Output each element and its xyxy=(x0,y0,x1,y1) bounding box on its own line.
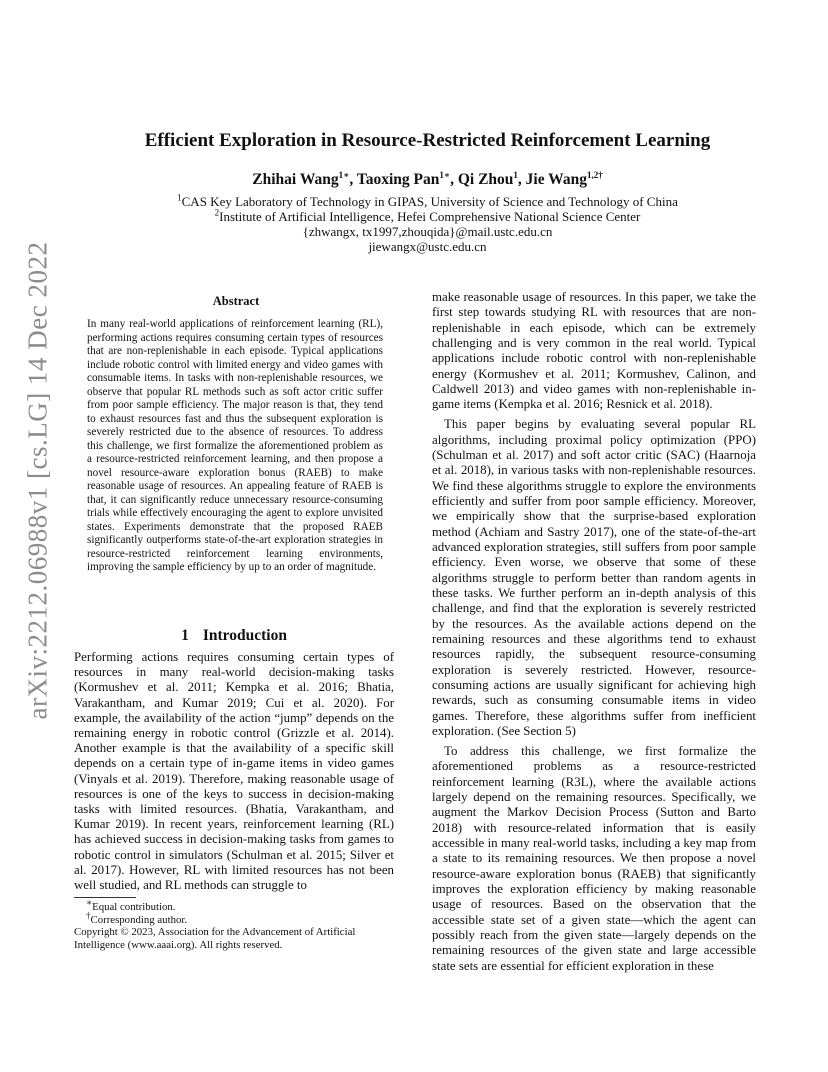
affiliation-mark: 1 xyxy=(177,192,182,203)
author-affiliation-mark: 1 xyxy=(513,169,518,180)
author-name: Taoxing Pan xyxy=(356,171,440,188)
affiliation-mark: 2 xyxy=(214,207,220,218)
copyright-notice: Copyright © 2023, Association for the Advancement of Artificial Intelligence (www.aaai.org). All rights reserved. xyxy=(74,926,356,951)
affiliation-1 xyxy=(75,194,780,210)
affiliation-2 xyxy=(75,209,780,225)
section-title: Introduction xyxy=(202,627,287,644)
footnote-text: Corresponding author. xyxy=(90,913,188,926)
intro-paragraph: This paper begins by evaluating several popular RL algorithms, including proximal policy optimization (PPO) (Schulman et al. 2017) and soft actor critic (SAC) (Haarnoja et al. 2018), in various tasks with non-replenishable resources. We find these algorithms struggle to explore the environments efficiently and suffer from poor sample efficiency. Moreover, we empirically show that the surprise-based exploration method (Achiam and Sastry 2017), one of the state-of-the-art advanced exploration strategies, still suffers from poor sample efficiency. Even worse, we observe that some of these algorithms struggle to perform better than random agents in these tasks. We further perform an in-depth analysis of this challenge, and find that the exploration is severely restricted by the resources. As the available actions depend on the remaining resources and these algorithms tend to exhaust resources rapidly, the subsequent resource-consuming exploration is severely restricted. However, resource-consuming actions are usually significant for achieving high rewards, such as consuming consumable items in video games. Therefore, these algorithms suffer from inefficient exploration. (See Section 5) xyxy=(432,417,756,739)
author-affiliation-mark: 1∗ xyxy=(439,169,451,180)
abstract-heading: Abstract xyxy=(212,294,260,308)
author-affiliation-mark: 1,2† xyxy=(586,169,603,180)
paper-title: Efficient Exploration in Resource-Restricted Reinforcement Learning xyxy=(144,130,711,151)
author-list: Zhihai Wang$^{1∗}$, Taoxing Pan$^{1∗}$, Qi Zhou$^1$, Jie Wang$^{1,2\dagger}$ xyxy=(252,169,603,188)
intro-paragraph-left: Performing actions requires consuming certain types of resources in many real-world decision-making tasks (Kormushev et al. 2011; Kempka et al. 2016; Bhatia, Varakantham, and Kumar 2019; Cui et al. 2020). For example, the availability of the action “jump” depends on the remaining energy in robotic control (Grizzle et al. 2014). Another example is that the availability of a specific skill depends on a certain type of in-game items in video games (Vinyals et al. 2019). Therefore, making reasonable usage of resources is one of the keys to success in decision-making tasks with limited resources. (Bhatia, Varakantham, and Kumar 2019). In recent years, reinforcement learning (RL) has achieved success in decision-making tasks from games to robotic control in simulators (Schulman et al. 2015; Silver et al. 2017). However, RL with limited resources has not been well studied, and RL methods can struggle to xyxy=(74,650,394,893)
intro-paragraph: To address this challenge, we first formalize the aforementioned problems as a resource-restricted reinforcement learning (R3L), where the available actions largely depend on the remaining resources. Specifically, we augment the Markov Decision Process (Sutton and Barto 2018) with resource-related information that is easily accessible in many real-world tasks, including a key map from a state to its remaining resources. We then propose a novel resource-aware exploration bonus (RAEB) that significantly improves the exploration efficiency by making reasonable usage of resources. Based on the observation that the accessible state set of a given state—which the agent can possibly reach from the given state—largely depends on the remaining resources of the given state and large accessible state sets are essential for efficient exploration in these xyxy=(432,743,756,973)
footnote-mark: ∗ xyxy=(86,897,93,908)
author-name: Jie Wang xyxy=(525,171,587,188)
corresponding-email: jiewangx@ustc.edu.cn xyxy=(368,239,487,254)
section-heading-introduction xyxy=(74,627,394,645)
right-column xyxy=(432,290,756,979)
footnote-text: Equal contribution. xyxy=(92,901,176,913)
author-emails: {zhwangx, tx1997,zhouqida}@mail.ustc.edu.cn xyxy=(302,224,553,239)
footnote-equal-contribution xyxy=(74,897,394,914)
author-name: Zhihai Wang xyxy=(252,171,339,188)
author-affiliation-mark: 1∗ xyxy=(338,169,350,180)
footnote-corresponding-author xyxy=(74,910,394,927)
footnote-mark: † xyxy=(86,910,91,920)
arxiv-sidebar-stamp xyxy=(8,241,68,719)
affiliation-text: CAS Key Laboratory of Technology in GIPAS, University of Science and Technology of China xyxy=(181,194,678,209)
affiliation-text: Institute of Artificial Intelligence, Hefei Comprehensive National Science Center xyxy=(219,209,641,224)
footnotes xyxy=(74,897,394,951)
intro-paragraph-continued: make reasonable usage of resources. In this paper, we take the first step towards studying RL with resources that are non-replenishable in each episode, which can be extremely challenging and is very common in the real world. Typical applications include robotic control with non-replenishable energy (Kormushev et al. 2011; Kormushev, Calinon, and Caldwell 2013) and video games with non-replenishable in-game items (Kempka et al. 2016; Resnick et al. 2018). xyxy=(432,290,756,412)
abstract-text: In many real-world applications of reinforcement learning (RL), performing actions requires consuming certain types of resources that are non-replenishable in each episode. Typical applications include robotic control with limited energy and video games with consumable items. In tasks with non-replenishable resources, we observe that popular RL methods such as soft actor critic suffer from poor sample efficiency. The major reason is that, they tend to exhaust resources fast and thus the subsequent exploration is severely restricted due to the absence of resources. To address this challenge, we first formalize the aforementioned problem as a resource-restricted reinforcement learning, and then propose a novel resource-aware exploration bonus (RAEB) to make reasonable usage of resources. An appealing feature of RAEB is that, it can significantly reduce unnecessary resource-consuming trials while effectively encouraging the agent to explore unvisited states. Experiments demonstrate that the proposed RAEB significantly outperforms state-of-the-art exploration strategies in resource-restricted reinforcement learning environments, improving the sample efficiency by up to an order of magnitude. xyxy=(87,318,383,573)
footnote-divider xyxy=(74,897,136,898)
arxiv-identifier: arXiv:2212.06988v1 [cs.LG] 14 Dec 2022 xyxy=(22,241,53,719)
author-name: Qi Zhou xyxy=(457,171,514,188)
section-number: 1 xyxy=(181,627,189,644)
